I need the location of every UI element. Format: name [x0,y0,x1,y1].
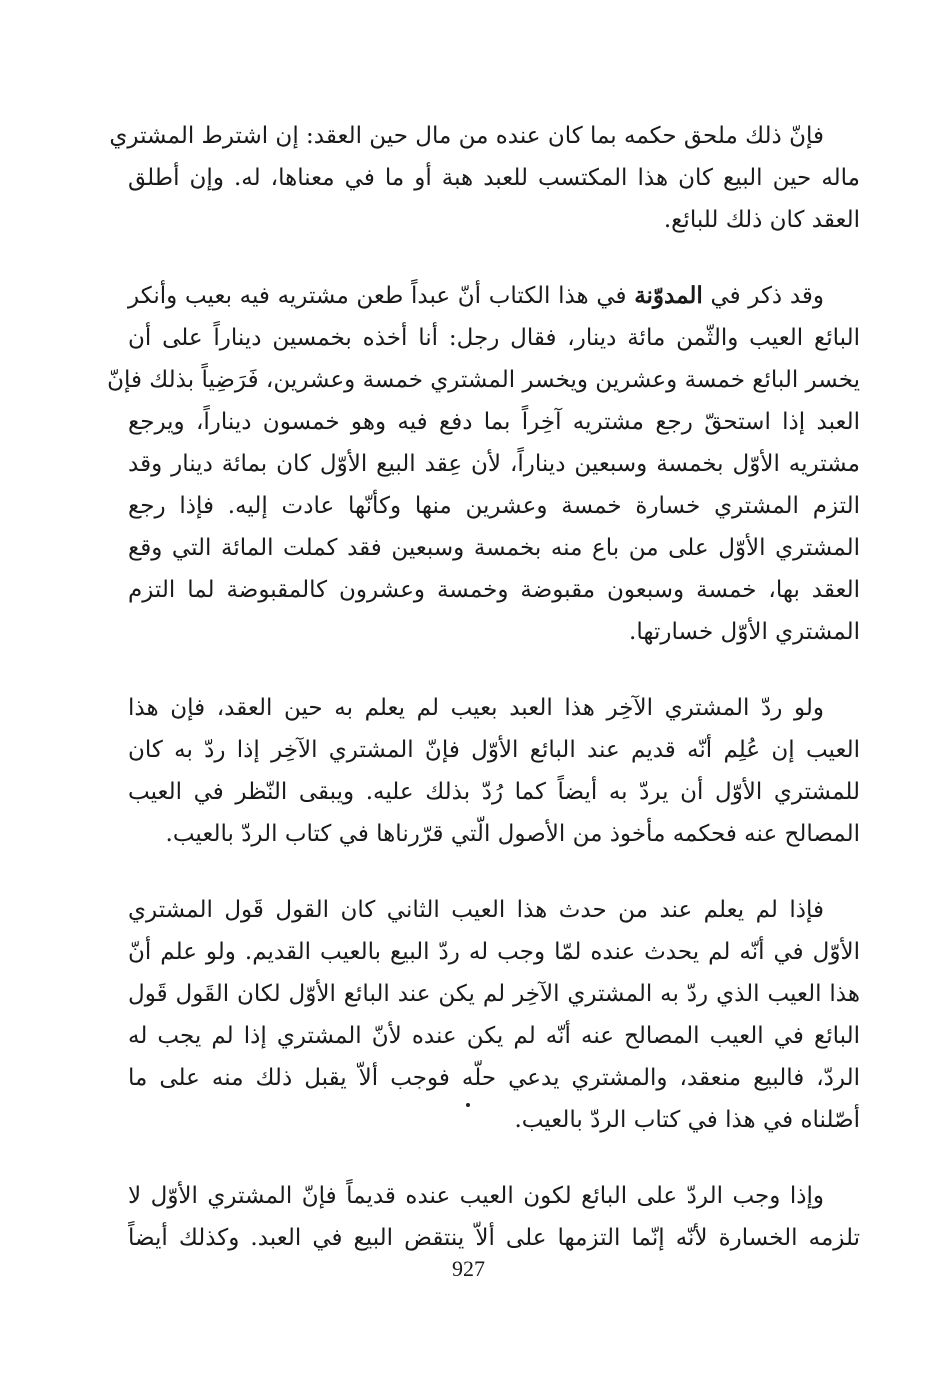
ink-speck [466,1103,470,1107]
text-line: للمشتري الأوّل أن يردّ به أيضاً كما رُدّ بذلك عليه. ويبقى النّظر في العيب [128,779,860,805]
text-line: مشتريه الأوّل بخمسة وسبعين ديناراً، لأن عِقد البيع الأوّل كان بمائة دينار وقد [128,451,860,477]
text-line: الردّ، فالبيع منعقد، والمشتري يدعي حلّه فوجب ألاّ يقبل ذلك منه على ما [128,1065,860,1091]
text-line: العقد كان ذلك للبائع. [663,207,860,233]
document-body [107,115,860,1275]
text-line: فإنّ ذلك ملحق حكمه بما كان عنده من مال حين العقد: إن اشترط المشتري [109,123,824,149]
paragraph [128,1175,860,1259]
text-line: ماله حين البيع كان هذا المكتسب للعبد هبة أو ما في معناها، له. وإن أطلق [128,165,860,191]
text-line: العقد بها، خمسة وسبعون مقبوضة وخمسة وعشرون كالمقبوضة لما التزم [128,577,860,603]
text-line: المشتري الأوّل خسارتها. [629,619,860,645]
paragraph [109,115,860,241]
text-line: وإذا وجب الردّ على البائع لكون العيب عنده قديماً فإنّ المشتري الأوّل لا [128,1183,824,1209]
text-line: الأوّل في أنّه لم يحدث عنده لمّا وجب له ردّ البيع بالعيب القديم. ولو علم أنّ [128,939,860,965]
text-line: البائع العيب والثّمن مائة دينار، فقال رجل: أنا أخذه بخمسين ديناراً على أن [128,325,860,351]
text-line: ولو ردّ المشتري الآخِر هذا العبد بعيب لم يعلم به حين العقد، فإن هذا [128,695,824,721]
paragraph [128,889,860,1141]
book-title: المدوّنة [634,282,703,309]
paragraph [128,687,860,855]
text-line: وقد ذكر في المدوّنة في هذا الكتاب أنّ عبداً طعن مشتريه فيه بعيب وأنكر [128,282,825,309]
text-line: هذا العيب الذي ردّ به المشتري الآخِر لم يكن عند البائع الأوّل لكان القَول قَول [128,981,860,1007]
page-number: 927 [452,1256,485,1281]
text-line: العيب إن عُلِم أنّه قديم عند البائع الأوّل فإنّ المشتري الآخِر إذا ردّ به كان [128,737,860,763]
text-line: تلزمه الخسارة لأنّه إنّما التزمها على ألاّ ينتقض البيع في العبد. وكذلك أيضاً [128,1225,860,1251]
text-line: العبد إذا استحقّ رجع مشتريه آخِراً بما دفع فيه وهو خمسون ديناراً، ويرجع [128,409,860,435]
paragraph [107,275,860,653]
text-line: أصّلناه في هذا في كتاب الردّ بالعيب. [514,1107,860,1133]
text-line: التزم المشتري خسارة خمسة وعشرين منها وكأنّها عادت إليه. فإذا رجع [128,493,860,519]
text-line: المشتري الأوّل على من باع منه بخمسة وسبعين فقد كملت المائة التي وقع [128,535,860,561]
text-line: يخسر البائع خمسة وعشرين ويخسر المشتري خمسة وعشرين، فَرَضِياً بذلك فإنّ [107,367,860,393]
text-line: المصالح عنه فحكمه مأخوذ من الأصول الّتي قرّرناها في كتاب الردّ بالعيب. [165,821,860,847]
text-line: البائع في العيب المصالح عنه أنّه لم يكن عنده لأنّ المشتري إذا لم يجب له [128,1023,860,1049]
text-line: فإذا لم يعلم عند من حدث هذا العيب الثاني كان القول قَول المشتري [128,897,824,923]
